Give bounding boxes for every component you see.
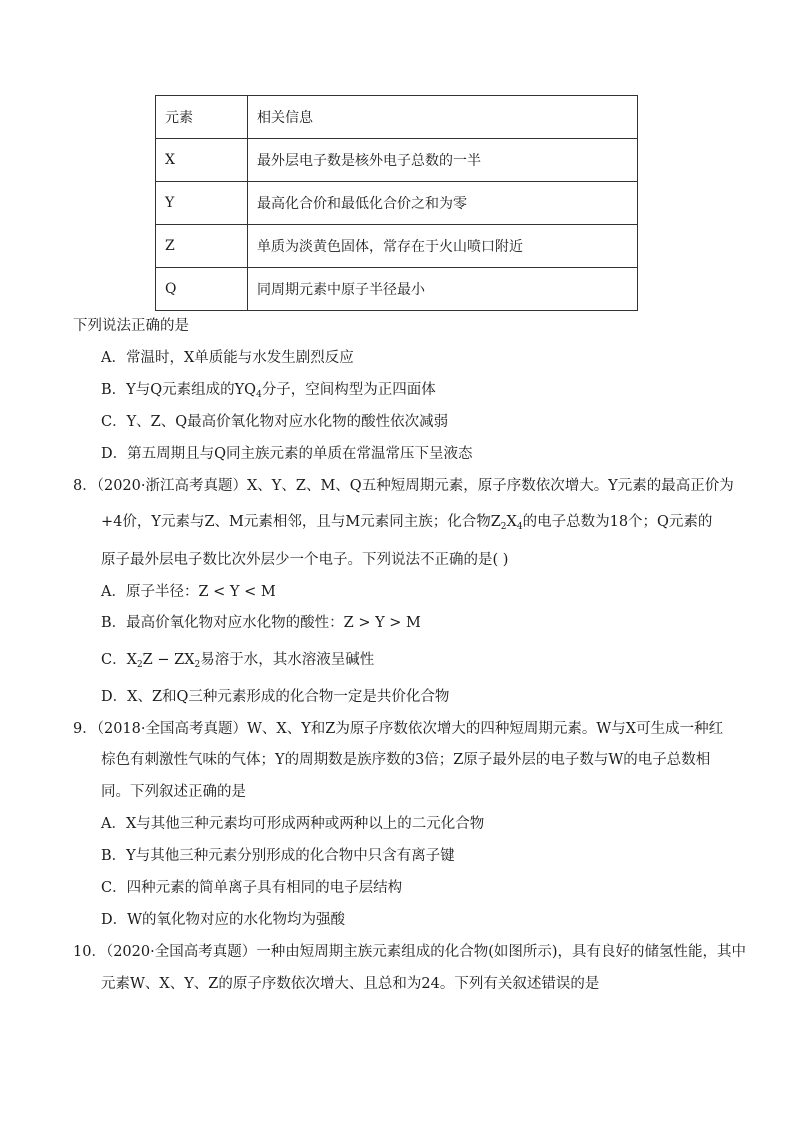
formula-part: Z − ZX xyxy=(142,652,195,668)
q8-stem-text: +4价，Y元素与Z、M元素相邻，且与M元素同主族；化合物 xyxy=(101,514,491,530)
table-cell: 最外层电子数是核外电子总数的一半 xyxy=(248,139,638,182)
q9-stem-line3: 同。下列叙述正确的是 xyxy=(101,784,246,800)
table-cell: Y xyxy=(156,182,248,225)
table-cell: 同周期元素中原子半径最小 xyxy=(248,268,638,311)
q7-option-b xyxy=(101,380,436,405)
table-header-cell: 元素 xyxy=(156,96,248,139)
q9-stem-line1: 9．（2018·全国高考真题）W、X、Y和Z为原子序数依次增大的四种短周期元素。W与X可生成一种红 xyxy=(73,721,724,737)
table-cell: X xyxy=(156,139,248,182)
formula-z2x4 xyxy=(491,514,523,530)
q7-option-d: D．第五周期且与Q同主族元素的单质在常温常压下呈液态 xyxy=(101,446,473,462)
q7-option-b-text-end: 分子，空间构型为正四面体 xyxy=(261,382,436,398)
q9-option-a: A．X与其他三种元素均可形成两种或两种以上的二元化合物 xyxy=(101,816,485,832)
q8-option-b: B．最高价氧化物对应水化物的酸性：Z > Y > M xyxy=(101,615,421,631)
q8-stem-line3: 原子最外层电子数比次外层少一个电子。下列说法不正确的是( ) xyxy=(101,552,509,568)
q9-option-d: D．W的氧化物对应的水化物均为强酸 xyxy=(101,912,346,928)
q8-stem-line1: 8．（2020·浙江高考真题）X、Y、Z、M、Q五种短周期元素，原子序数依次增大。Y元素的最高正价为 xyxy=(73,478,734,494)
q9-stem-line2: 棕色有刺激性气味的气体；Y的周期数是族序数的3倍；Z原子最外层的电子数与W的电子总数相 xyxy=(101,752,711,768)
formula-x2z-zx2 xyxy=(127,652,201,668)
q7-option-a: A．常温时，X单质能与水发生剧烈反应 xyxy=(101,350,354,366)
subscript: 4 xyxy=(516,522,523,532)
table-row xyxy=(156,182,638,225)
q7-option-c: C．Y、Z、Q最高价氧化物对应水化物的酸性依次减弱 xyxy=(101,414,449,430)
table-header-row xyxy=(156,96,638,139)
formula-part: X xyxy=(506,514,517,530)
subscript: 2 xyxy=(500,522,507,532)
table-cell: 最高化合价和最低化合价之和为零 xyxy=(248,182,638,225)
q10-stem-line2: 元素W、X、Y、Z的原子序数依次增大、且总和为24。下列有关叙述错误的是 xyxy=(101,976,600,992)
option-label: C． xyxy=(101,652,127,668)
q10-stem-line1: 10．（2020·全国高考真题）一种由短周期主族元素组成的化合物(如图所示)，具有良好的储氢性能，其中 xyxy=(73,944,747,960)
table-row xyxy=(156,225,638,268)
element-info-table xyxy=(155,95,638,311)
table-header-cell: 相关信息 xyxy=(248,96,638,139)
subscript: 2 xyxy=(194,660,201,670)
q8-stem-line2 xyxy=(101,512,712,537)
table-row xyxy=(156,268,638,311)
q9-option-c: C．四种元素的简单离子具有相同的电子层结构 xyxy=(101,880,403,896)
q8-option-d: D．X、Z和Q三种元素形成的化合物一定是共价化合物 xyxy=(101,689,450,705)
formula-part: X xyxy=(126,652,137,668)
subscript: 2 xyxy=(136,660,143,670)
table-cell: 单质为淡黄色固体，常存在于火山喷口附近 xyxy=(248,225,638,268)
subscript: 4 xyxy=(256,390,262,400)
q8-option-a: A．原子半径：Z < Y < M xyxy=(101,584,276,600)
q9-option-b: B．Y与其他三种元素分别形成的化合物中只含有离子键 xyxy=(101,848,455,864)
q8-option-c-text: 易溶于水，其水溶液呈碱性 xyxy=(200,652,375,668)
table-row xyxy=(156,139,638,182)
q8-stem-text-end: 的电子总数为18个；Q元素的 xyxy=(522,514,713,530)
table-cell: Q xyxy=(156,268,248,311)
q7-stem: 下列说法正确的是 xyxy=(73,318,189,334)
table-cell: Z xyxy=(156,225,248,268)
q7-option-b-text: B．Y与Q元素组成的YQ xyxy=(101,382,257,398)
q8-option-c xyxy=(101,650,374,675)
formula-part: Z xyxy=(490,514,501,530)
